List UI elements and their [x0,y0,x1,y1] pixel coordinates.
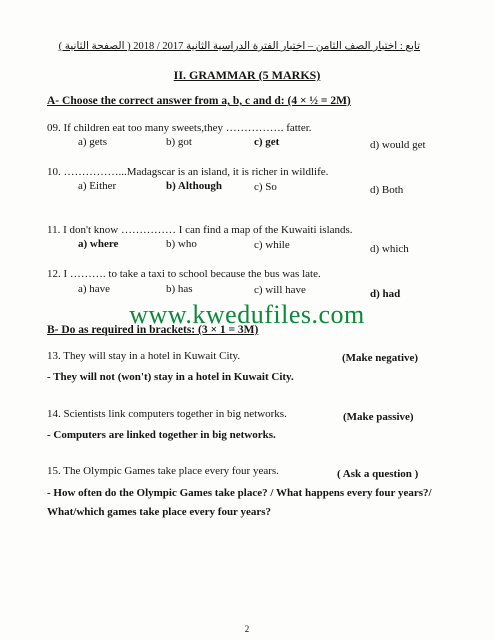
q12-option-a: a) have [78,283,111,295]
q13-instruction: (Make negative) [342,352,419,364]
q10-option-d: d) Both [370,184,404,196]
q10-option-c: c) So [254,181,277,193]
question-10: 10. ……………...Madagscar is an island, it is richer in wildlife. [47,166,329,178]
q15-instruction: ( Ask a question ) [337,468,419,480]
q10-option-a: a) Either [78,180,117,192]
page-number: 2 [244,624,250,634]
section-a-heading: A- Choose the correct answer from a, b, c and d: (4 × ½ = 2M) [47,95,351,107]
q11-option-c: c) while [254,239,290,251]
q12-option-c: c) will have [254,284,306,296]
q09-option-b: b) got [166,136,192,148]
question-09: 09. If children eat too many sweets,they ……………. fatter. [47,122,312,134]
q14-answer: - Computers are linked together in big networks. [47,429,276,441]
q09-option-c: c) get [254,136,280,148]
q15-answer-line-2: What/which games take place every four years? [47,506,272,518]
q15-answer-line-1: - How often do the Olympic Games take place? / What happens every four years?/ [47,487,432,499]
question-13: 13. They will stay in a hotel in Kuwait City. [47,350,241,362]
question-12: 12. I ………. to take a taxi to school because the bus was late. [47,268,321,280]
question-14: 14. Scientists link computers together in big networks. [47,408,287,420]
arabic-header: تابع : اختبار الصف الثامن – اختبار الفترة الدراسية الثانية 2017 / 2018 ( الصفحة الثانية ) [58,41,420,52]
q11-option-b: b) who [166,238,197,250]
q09-option-a: a) gets [78,136,108,148]
question-11: 11. I don't know …………… I can find a map of the Kuwaiti islands. [47,224,353,236]
q12-option-d: d) had [370,288,401,300]
question-15: 15. The Olympic Games take place every four years. [47,465,279,477]
watermark-url: www.kwedufiles.com [129,300,365,329]
q10-option-b: b) Although [166,180,222,192]
q12-option-b: b) has [166,283,193,295]
q11-option-a: a) where [78,238,119,250]
q13-answer: - They will not (won't) stay in a hotel in Kuwait City. [47,371,294,383]
section-b-heading: B- Do as required in brackets: (3 × 1 = 3M) [47,324,259,336]
q09-option-d: d) would get [370,139,426,151]
section-title: II. GRAMMAR (5 MARKS) [173,68,321,82]
q14-instruction: (Make passive) [343,411,414,423]
q11-option-d: d) which [370,243,409,255]
